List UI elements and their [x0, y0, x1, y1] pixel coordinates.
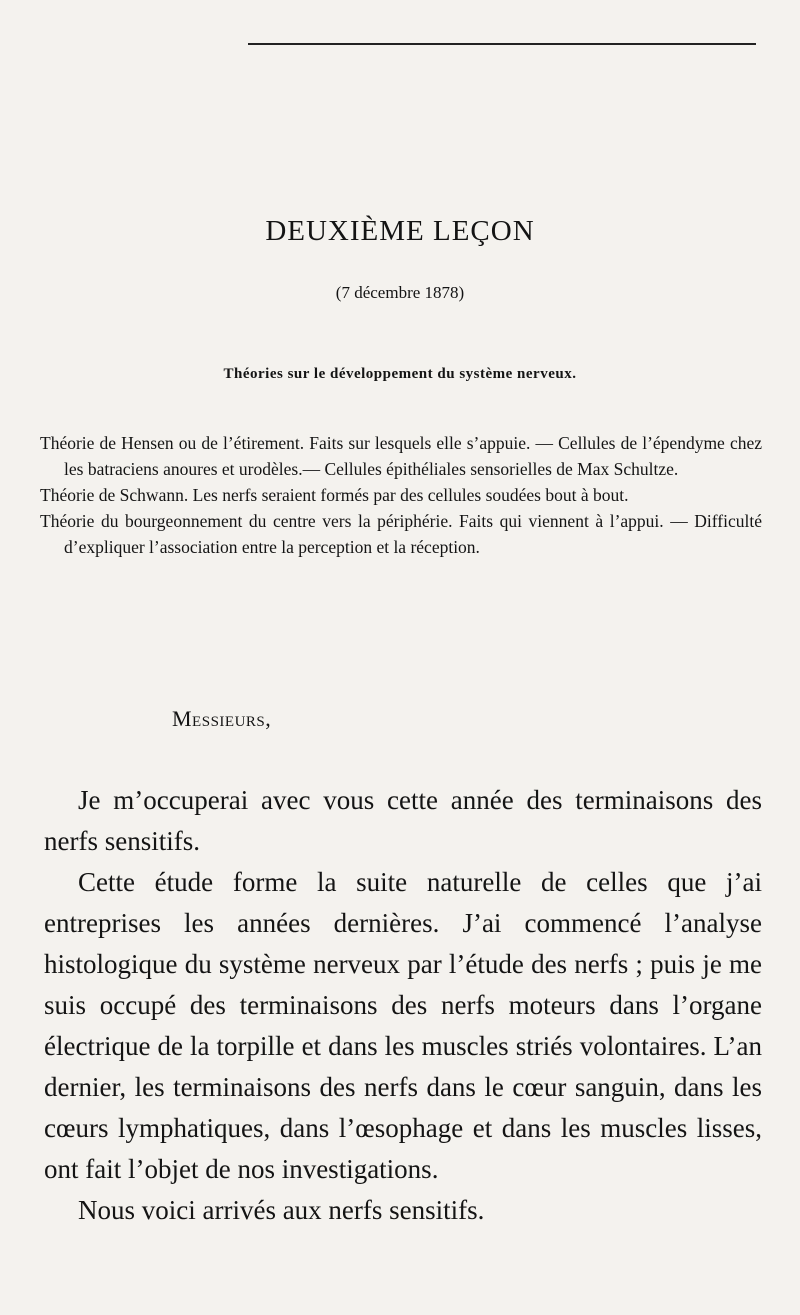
salutation: Messieurs,: [172, 706, 272, 731]
chapter-subtitle: Théories sur le développement du système nerveux.: [223, 366, 577, 382]
summary-paragraph: Théorie du bourgeonnement du centre vers la périphérie. Faits qui viennent à l’appui. — Difficulté d’expliquer l’association entre la perception et la réception.: [40, 511, 762, 557]
chapter-summary: [40, 430, 762, 560]
body-paragraph: Je m’occuperai avec vous cette année des terminaisons des nerfs sensitifs.: [44, 785, 762, 856]
chapter-date: (7 décembre 1878): [335, 283, 465, 302]
body-paragraph: Cette étude forme la suite naturelle de celles que j’ai entreprises les années dernières. J’ai commencé l’analyse histologique du système nerveux par l’étude des nerfs ; puis je me suis occupé des terminaisons des nerfs moteurs dans l’organe électrique de la torpille et dans les muscles striés volontaires. L’an dernier, les terminaisons des nerfs dans le cœur sanguin, dans les cœurs lymphatiques, dans l’œsophage et dans les muscles lisses, ont fait l’objet de nos investigations.: [44, 867, 762, 1184]
chapter-title: DEUXIÈME LEÇON: [265, 215, 535, 247]
summary-paragraph: Théorie de Schwann. Les nerfs seraient formés par des cellules soudées bout à bout.: [40, 485, 629, 505]
body-text: [44, 780, 762, 1231]
header-rule: [248, 43, 756, 45]
body-paragraph: Nous voici arrivés aux nerfs sensitifs.: [78, 1195, 485, 1225]
summary-paragraph: Théorie de Hensen ou de l’étirement. Faits sur lesquels elle s’appuie. — Cellules de l’épendyme chez les batraciens anoures et urodèles.— Cellules épithéliales sensorielles de Max Schultze.: [40, 433, 762, 479]
